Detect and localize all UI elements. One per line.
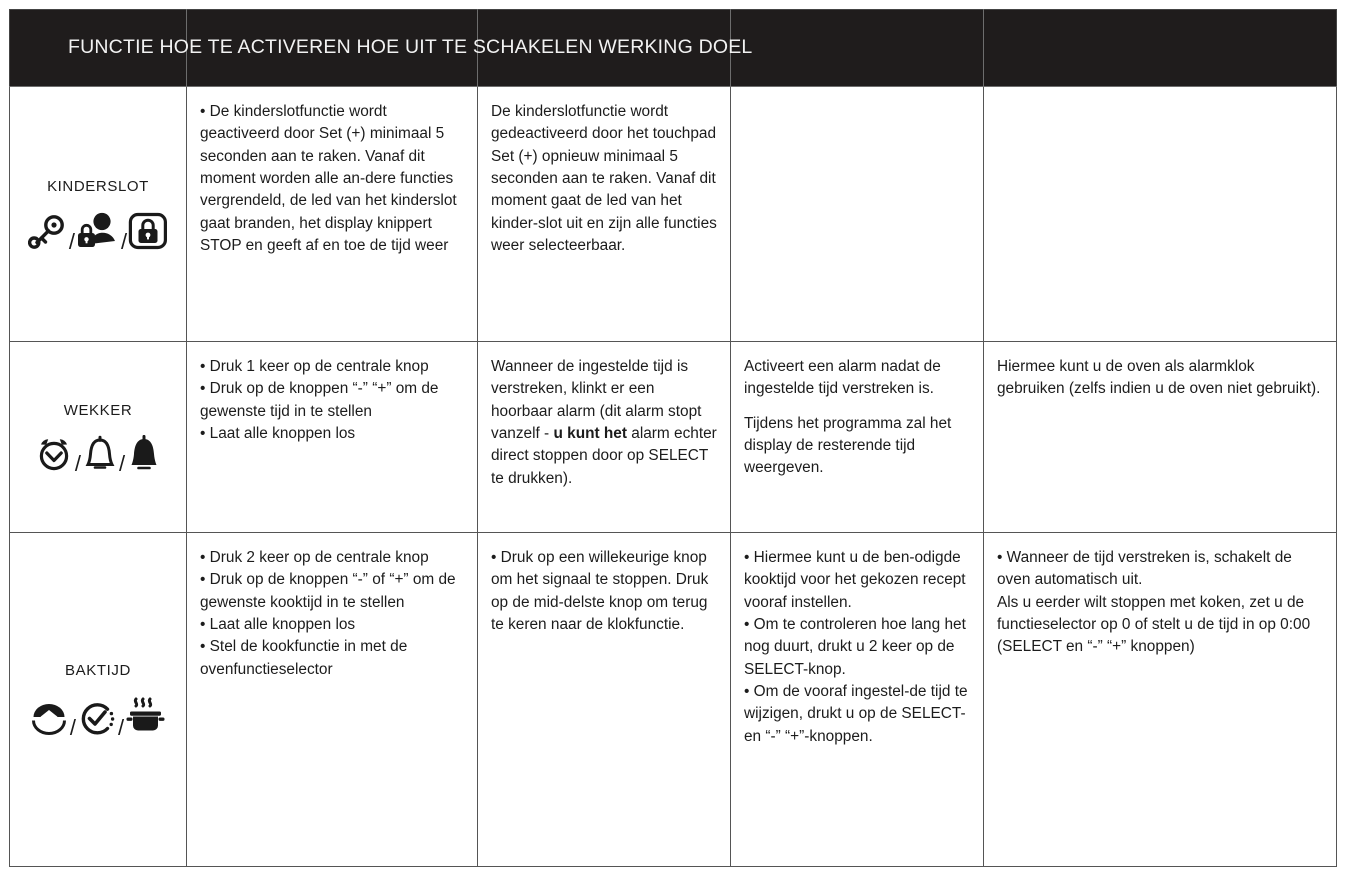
table-row xyxy=(10,533,1337,867)
deactivate-cell-kinderslot xyxy=(478,87,731,342)
activate-cell-baktijd xyxy=(187,533,478,867)
operation-text-line: • Hiermee kunt u de ben-odigde kooktijd voor het gekozen recept vooraf instellen. xyxy=(744,549,966,611)
covered-dish-icon xyxy=(29,699,69,737)
icon-separator-slash: / xyxy=(74,450,81,476)
operation-cell-baktijd xyxy=(731,533,984,867)
operation-cell-wekker xyxy=(731,342,984,533)
bell-filled-icon xyxy=(126,435,162,473)
deactivate-text-part-2: alarm echter direct stoppen door op SELECT te drukken). xyxy=(491,424,717,487)
icon-separator-slash: / xyxy=(69,715,76,740)
deactivate-text-part-1: Wanneer de ingestelde tijd is verstreken, klinkt er een hoorbaar alarm (dit alarm stopt vanzelf - xyxy=(491,358,702,442)
activate-text-line: • Laat alle knoppen los xyxy=(200,615,356,633)
steaming-pot-icon xyxy=(125,695,167,737)
deactivate-text: • Druk op een willekeurige knop om het signaal te stoppen. Druk op de mid-delste knop om terug te keren naar de klokfunctie. xyxy=(491,549,709,633)
activate-cell-kinderslot xyxy=(187,87,478,342)
operation-text-line: display de resterende tijd weergeven. xyxy=(744,436,916,477)
icon-row-wekker xyxy=(34,435,162,476)
operation-text-line: Tijdens het programma zal het xyxy=(744,414,952,432)
function-label-kinderslot: KINDERSLOT xyxy=(47,177,149,195)
icon-separator-slash: / xyxy=(121,228,128,254)
deactivate-cell-baktijd xyxy=(478,533,731,867)
activate-text-line: • Laat alle knoppen los xyxy=(200,424,356,442)
table-row xyxy=(10,342,1337,533)
header-cell-deactivate xyxy=(478,10,731,87)
bell-outline-icon xyxy=(82,435,118,473)
header-banner-text: FUNCTIE HOE TE ACTIVEREN HOE UIT TE SCHAKELEN WERKING DOEL xyxy=(68,36,753,58)
purpose-text-line: • Wanneer de tijd verstreken is, schakelt de oven automatisch uit. xyxy=(997,549,1292,589)
header-cell-function xyxy=(10,10,753,87)
operation-text-line: • Om te controleren hoe lang het nog duurt, drukt u 2 keer op de SELECT-knop. xyxy=(744,615,966,678)
purpose-cell-baktijd xyxy=(984,533,1337,867)
purpose-cell-wekker xyxy=(984,342,1337,533)
clock-check-icon xyxy=(77,699,117,737)
function-cell-baktijd xyxy=(10,533,187,867)
header-cell-purpose xyxy=(984,10,1337,87)
operation-text-gap xyxy=(744,401,972,413)
header-cell-activate xyxy=(187,10,478,87)
deactivate-text xyxy=(491,356,719,490)
operation-cell-kinderslot xyxy=(731,87,984,342)
activate-text-line: • Druk 2 keer op de centrale knop xyxy=(200,549,429,566)
key-icon xyxy=(28,213,68,251)
table-header-row xyxy=(10,10,1337,87)
function-cell-wekker xyxy=(10,342,187,533)
activate-text-line: • Druk op de knoppen “-” “+” om de gewenste tijd in te stellen xyxy=(200,380,439,420)
baby-lock-icon xyxy=(76,211,120,251)
purpose-cell-kinderslot xyxy=(984,87,1337,342)
activate-cell-wekker xyxy=(187,342,478,533)
operation-text-line: Activeert een alarm nadat de ingestelde tijd verstreken is. xyxy=(744,358,941,398)
activate-text-line: • Druk 1 keer op de centrale knop xyxy=(200,358,429,375)
oven-function-table xyxy=(9,9,1337,867)
table-row xyxy=(10,87,1337,342)
activate-text-line: • Stel de kookfunctie in met de ovenfunctieselector xyxy=(200,638,408,678)
function-label-baktijd: BAKTIJD xyxy=(65,662,131,679)
icon-separator-slash: / xyxy=(119,450,126,476)
header-cell-operation xyxy=(731,10,984,87)
icon-row-kinderslot xyxy=(28,211,168,254)
operation-text-line: • Om de vooraf ingestel-de tijd te wijzigen, drukt u op de SELECT- en “-” “+”-knoppen. xyxy=(744,682,968,745)
function-cell-kinderslot xyxy=(10,87,187,342)
alarm-clock-icon xyxy=(34,435,74,473)
activate-text-line: • Druk op de knoppen “-” of “+” om de gewenste kooktijd in te stellen xyxy=(200,571,456,611)
purpose-text: Hiermee kunt u de oven als alarmklok gebruiken (zelfs indien u de oven niet gebruikt). xyxy=(997,358,1321,398)
purpose-text-line: Als u eerder wilt stoppen met koken, zet u de functieselector op 0 of stelt u de tijd in op 0:00 (SELECT en “-” “+” knoppen) xyxy=(997,593,1311,656)
deactivate-cell-wekker xyxy=(478,342,731,533)
padlock-square-icon xyxy=(128,211,168,251)
activate-text: • De kinderslotfunctie wordt geactiveerd door Set (+) minimaal 5 seconden aan te raken. Vanaf dit moment worden alle an-dere functies vergrendeld, de led van het kinderslot gaat branden, het display knippert STOP en geeft af en toe de tijd weer xyxy=(200,103,457,254)
icon-separator-slash: / xyxy=(118,715,125,740)
icon-separator-slash: / xyxy=(68,228,75,254)
icon-row-baktijd xyxy=(29,695,167,740)
deactivate-text: De kinderslotfunctie wordt gedeactiveerd door het touchpad Set (+) opnieuw minimaal 5 seconden aan te raken. Vanaf dit moment gaat de led van het kinder-slot uit en zijn alle functies weer selecteerbaar. xyxy=(491,103,717,254)
function-label-wekker: WEKKER xyxy=(63,401,133,419)
deactivate-text-emphasis: u kunt het xyxy=(553,424,627,442)
